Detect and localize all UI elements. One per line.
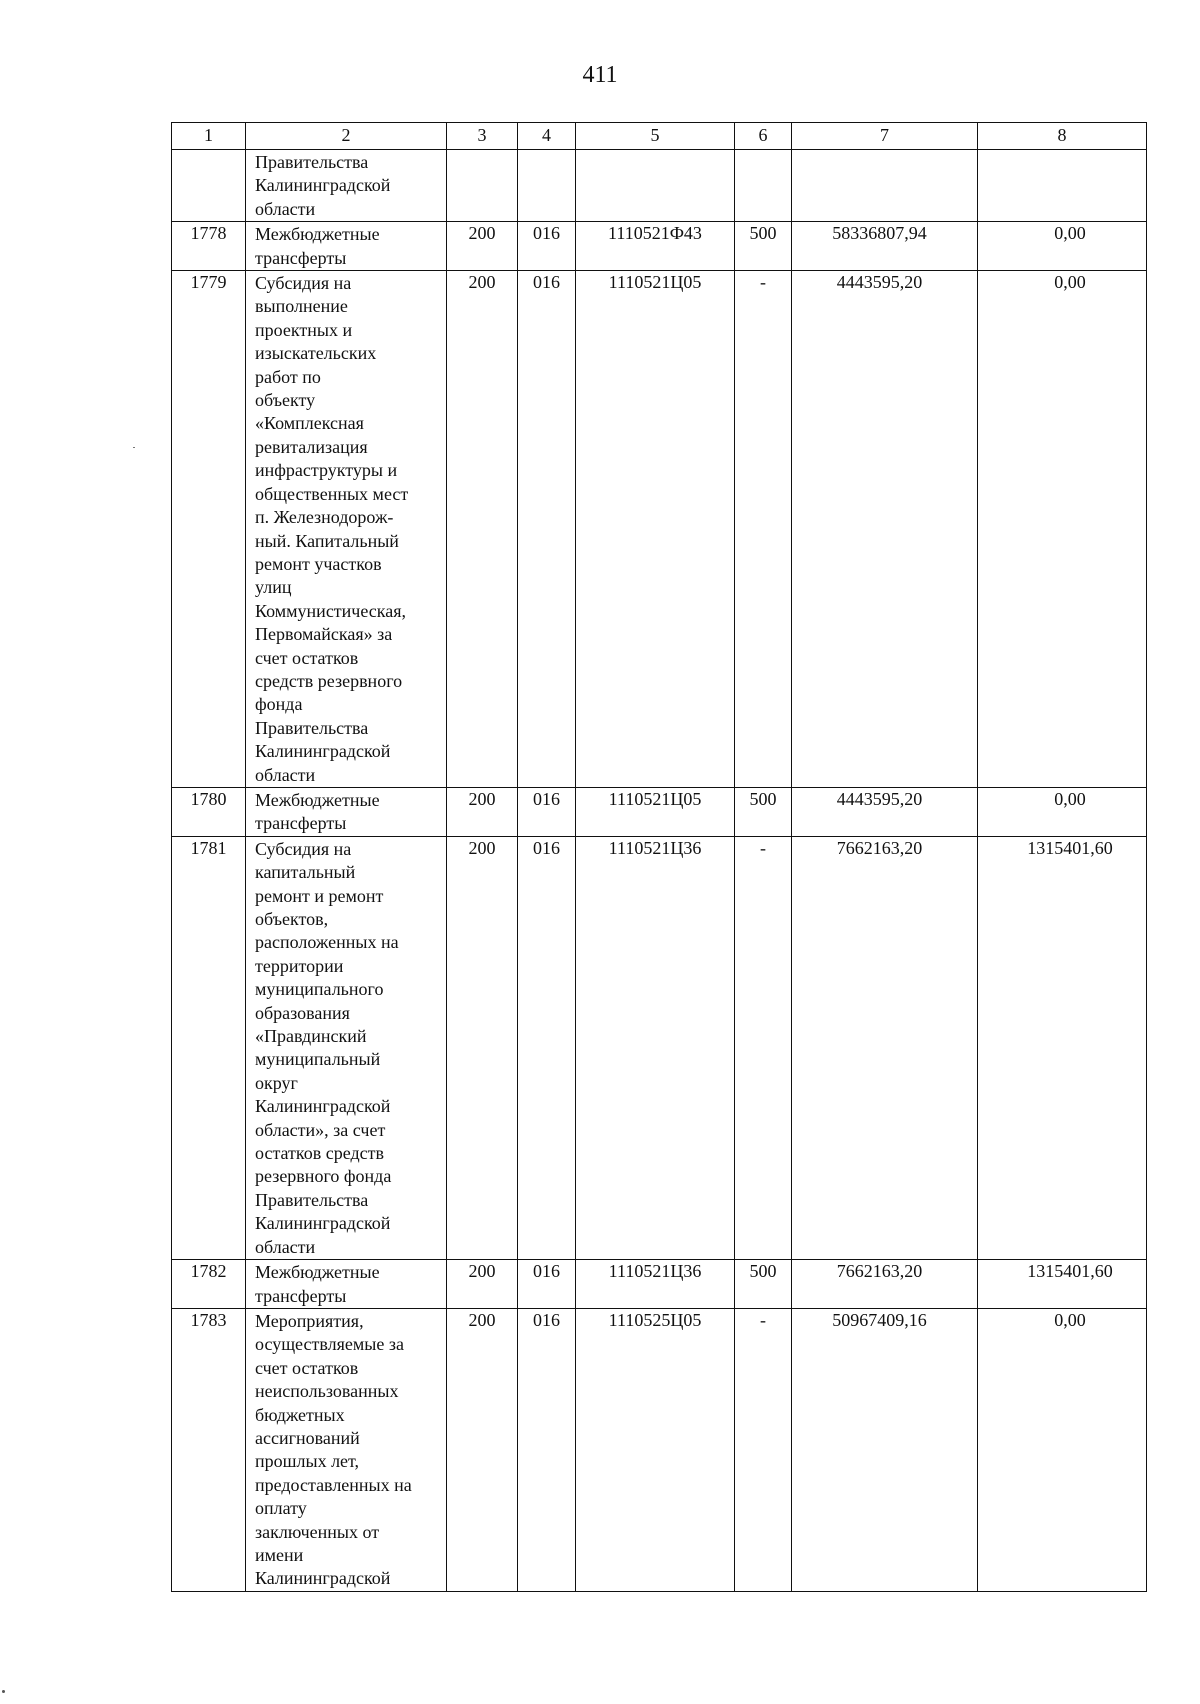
- description-line: выполнение: [255, 296, 348, 317]
- description-line: прошлых лет,: [255, 1451, 360, 1472]
- description-line: бюджетных: [255, 1404, 345, 1425]
- description-line: капитальный: [255, 862, 356, 883]
- description-line: работ по: [255, 366, 321, 387]
- description-line: счет остатков: [255, 647, 359, 668]
- type-cell: -: [735, 1308, 792, 1591]
- type-cell: 500: [735, 787, 792, 836]
- amount-8-cell: 1315401,60: [978, 836, 1147, 1259]
- table-row: [172, 222, 1147, 271]
- code-3-cell: 200: [447, 1308, 518, 1591]
- description-cell: [246, 150, 447, 222]
- description-line: территории: [255, 955, 344, 976]
- row-number-cell: 1779: [172, 271, 246, 788]
- header-cell-5: 5: [576, 123, 735, 150]
- row-number-cell: [172, 150, 246, 222]
- target-code-cell: [576, 150, 735, 222]
- description-line: Калининградской: [255, 741, 391, 762]
- amount-8-cell: 0,00: [978, 1308, 1147, 1591]
- description-line: неиспользованных: [255, 1381, 399, 1402]
- code-3-cell: 200: [447, 222, 518, 271]
- description-line: области: [255, 1236, 316, 1257]
- description-line: объектов,: [255, 909, 329, 929]
- amount-7-cell: 50967409,16: [792, 1308, 978, 1591]
- description-line: области: [255, 198, 316, 219]
- amount-8-cell: 0,00: [978, 271, 1147, 788]
- header-cell-6: 6: [735, 123, 792, 150]
- amount-8-cell: 0,00: [978, 222, 1147, 271]
- description-line: Субсидия на: [255, 838, 352, 859]
- description-line: заключенных от: [255, 1521, 380, 1542]
- description-line: Калининградской: [255, 1568, 391, 1589]
- description-line: Межбюджетные: [255, 1262, 380, 1283]
- target-code-cell: 1110521Ц36: [576, 1260, 735, 1309]
- description-line: округ: [255, 1072, 298, 1093]
- code-3-cell: 200: [447, 1260, 518, 1309]
- type-cell: [735, 150, 792, 222]
- description-line: Правительства: [255, 717, 369, 738]
- target-code-cell: 1110525Ц05: [576, 1308, 735, 1591]
- description-line: проектных и: [255, 319, 353, 340]
- type-cell: -: [735, 271, 792, 788]
- code-4-cell: [518, 150, 576, 222]
- description-line: ный. Капитальный: [255, 530, 399, 551]
- description-line: ассигнований: [255, 1427, 360, 1448]
- code-4-cell: 016: [518, 222, 576, 271]
- amount-8-cell: 0,00: [978, 787, 1147, 836]
- page-number: 411: [582, 62, 618, 88]
- table-row: [172, 1260, 1147, 1309]
- description-line: объекту: [255, 390, 316, 411]
- row-number-cell: 1781: [172, 836, 246, 1259]
- description-line: Правительства: [255, 152, 369, 172]
- description-line: Калининградской: [255, 1096, 391, 1117]
- scan-artifact: [133, 447, 135, 448]
- description-line: «Правдинский: [255, 1026, 367, 1047]
- amount-8-cell: 1315401,60: [978, 1260, 1147, 1309]
- description-line: ревитализация: [255, 436, 368, 457]
- description-line: муниципального: [255, 979, 384, 1000]
- target-code-cell: 1110521Ц05: [576, 271, 735, 788]
- header-cell-3: 3: [447, 123, 518, 150]
- description-line: Субсидия на: [255, 273, 352, 294]
- description-line: имени: [255, 1544, 304, 1565]
- description-line: трансферты: [255, 247, 347, 268]
- table-row: [172, 1308, 1147, 1591]
- code-3-cell: 200: [447, 787, 518, 836]
- header-cell-1: 1: [172, 123, 246, 150]
- table-row: [172, 150, 1147, 222]
- description-line: области: [255, 764, 316, 785]
- amount-7-cell: 7662163,20: [792, 1260, 978, 1309]
- code-4-cell: 016: [518, 1260, 576, 1309]
- description-line: муниципальный: [255, 1049, 381, 1070]
- description-cell: [246, 836, 447, 1259]
- description-line: Межбюджетные: [255, 224, 380, 245]
- description-line: резервного фонда: [255, 1166, 392, 1187]
- description-line: предоставленных на: [255, 1474, 412, 1495]
- description-cell: [246, 1260, 447, 1309]
- target-code-cell: 1110521Ц36: [576, 836, 735, 1259]
- description-line: Калининградской: [255, 1213, 391, 1234]
- description-line: фонда: [255, 694, 303, 715]
- description-cell: [246, 271, 447, 788]
- code-4-cell: 016: [518, 1308, 576, 1591]
- amount-8-cell: [978, 150, 1147, 222]
- description-line: трансферты: [255, 1285, 347, 1306]
- header-cell-4: 4: [518, 123, 576, 150]
- amount-7-cell: 4443595,20: [792, 271, 978, 788]
- description-line: Калининградской: [255, 175, 391, 196]
- description-line: Правительства: [255, 1189, 369, 1210]
- table-row: [172, 787, 1147, 836]
- code-3-cell: 200: [447, 271, 518, 788]
- code-3-cell: 200: [447, 836, 518, 1259]
- row-number-cell: 1778: [172, 222, 246, 271]
- header-row: [172, 123, 1147, 150]
- code-4-cell: 016: [518, 836, 576, 1259]
- description-line: области», за счет: [255, 1119, 386, 1140]
- description-line: остатков средств: [255, 1143, 384, 1164]
- amount-7-cell: 58336807,94: [792, 222, 978, 271]
- description-line: Межбюджетные: [255, 789, 380, 810]
- code-3-cell: [447, 150, 518, 222]
- description-line: осуществляемые за: [255, 1334, 404, 1355]
- row-number-cell: 1782: [172, 1260, 246, 1309]
- table-row: [172, 271, 1147, 788]
- description-line: Коммунистическая,: [255, 600, 407, 621]
- header-cell-8: 8: [978, 123, 1147, 150]
- table-body: [172, 123, 1147, 1592]
- header-cell-2: 2: [246, 123, 447, 150]
- description-line: Первомайская» за: [255, 624, 393, 645]
- description-line: ремонт участков: [255, 553, 382, 574]
- scan-artifact-dot: [2, 1690, 5, 1693]
- code-4-cell: 016: [518, 271, 576, 788]
- budget-table: [171, 122, 1147, 1592]
- amount-7-cell: [792, 150, 978, 222]
- description-line: средств резервного: [255, 670, 403, 691]
- description-cell: [246, 1308, 447, 1591]
- type-cell: 500: [735, 222, 792, 271]
- description-line: изыскательских: [255, 343, 377, 364]
- description-line: расположенных на: [255, 932, 399, 953]
- target-code-cell: 1110521Ц05: [576, 787, 735, 836]
- description-line: улиц: [255, 577, 292, 598]
- row-number-cell: 1780: [172, 787, 246, 836]
- description-line: «Комплексная: [255, 413, 364, 434]
- amount-7-cell: 4443595,20: [792, 787, 978, 836]
- description-line: инфраструктуры и: [255, 460, 398, 481]
- row-number-cell: 1783: [172, 1308, 246, 1591]
- target-code-cell: 1110521Ф43: [576, 222, 735, 271]
- description-line: счет остатков: [255, 1357, 359, 1378]
- type-cell: 500: [735, 1260, 792, 1309]
- description-cell: [246, 787, 447, 836]
- code-4-cell: 016: [518, 787, 576, 836]
- description-line: общественных мест: [255, 483, 409, 504]
- description-line: Мероприятия,: [255, 1310, 364, 1331]
- description-line: п. Железнодорож-: [255, 507, 394, 528]
- description-line: трансферты: [255, 813, 347, 834]
- amount-7-cell: 7662163,20: [792, 836, 978, 1259]
- description-line: образования: [255, 1002, 350, 1023]
- type-cell: -: [735, 836, 792, 1259]
- description-line: оплату: [255, 1498, 307, 1519]
- description-cell: [246, 222, 447, 271]
- header-cell-7: 7: [792, 123, 978, 150]
- description-line: ремонт и ремонт: [255, 885, 384, 906]
- table-row: [172, 836, 1147, 1259]
